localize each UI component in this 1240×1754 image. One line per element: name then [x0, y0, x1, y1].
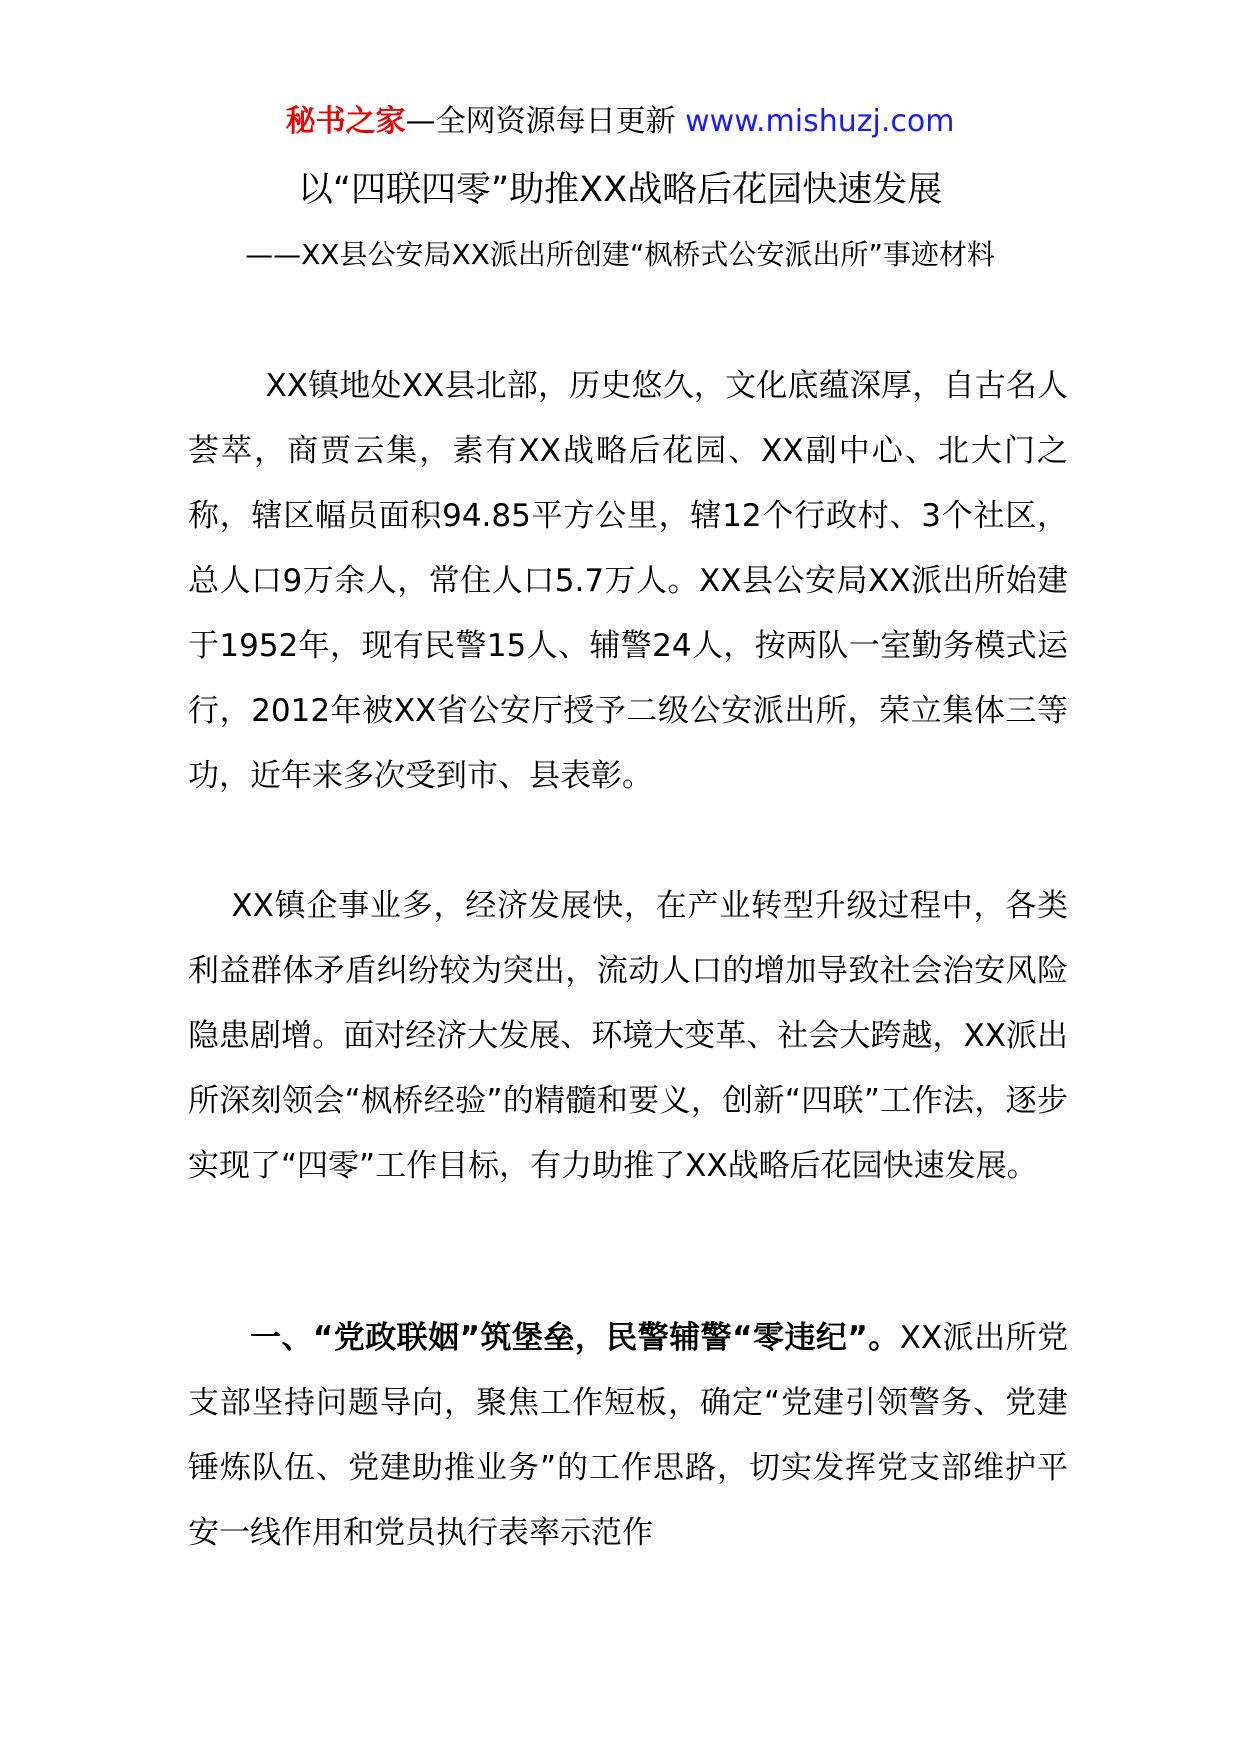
site-url-link[interactable]: www.mishuzj.com [685, 104, 955, 139]
header-slogan: —全网资源每日更新 [405, 104, 676, 139]
section-1-text: XX派出所党支部坚持问题导向，聚焦工作短板，确定“党建引领警务、党建锤炼队伍、党建助推业务”的工作思路，切实发挥党支部维护平安一线作用和党员执行表率示范作 [188, 1320, 1068, 1551]
site-header [0, 100, 1240, 144]
paragraph-background: XX镇企事业多，经济发展快，在产业转型升级过程中，各类利益群体矛盾纠纷较为突出，流动人口的增加导致社会治安风险隐患剧增。面对经济大发展、环境大变革、社会大跨越，XX派出所深刻领会“枫桥经验”的精髓和要义，创新“四联”工作法，逐步实现了“四零”工作目标，有力助推了XX战略后花园快速发展。 [188, 888, 1068, 1184]
section-1 [188, 1306, 1068, 1566]
brand-name: 秘书之家 [285, 104, 406, 139]
paragraph-intro: XX镇地处XX县北部，历史悠久，文化底蕴深厚，自古名人荟萃，商贾云集，素有XX战略后花园、XX副中心、北大门之称，辖区幅员面积94.85平方公里，辖12个行政村、3个社区，总人口9万余人，常住人口5.7万人。XX县公安局XX派出所始建于1952年，现有民警15人、辅警24人，按两队一室勤务模式运行，2012年被XX省公安厅授予二级公安派出所，荣立集体三等功，近年来多次受到市、县表彰。 [188, 368, 1068, 794]
document-title: 以“四联四零”助推XX战略后花园快速发展 [297, 170, 943, 210]
section-1-heading: 一、“党政联姻”筑堡垒，民警辅警“零违纪”。 [250, 1320, 900, 1356]
document-subtitle: ——XX县公安局XX派出所创建“枫桥式公安派出所”事迹材料 [245, 238, 995, 271]
